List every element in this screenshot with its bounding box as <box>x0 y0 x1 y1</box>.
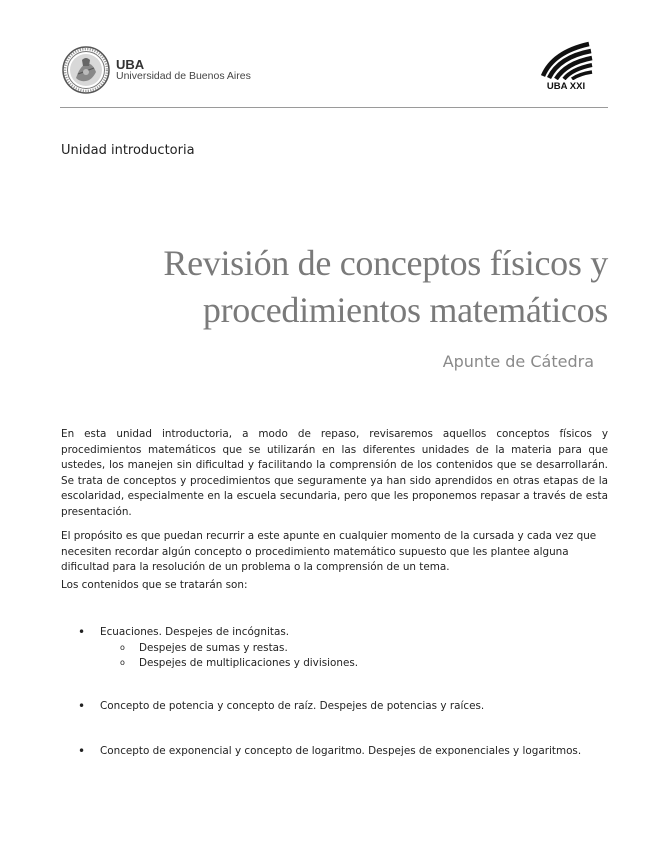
title-line-1: Revisión de conceptos físicos y <box>163 243 608 283</box>
university-name: Universidad de Buenos Aires <box>116 70 251 83</box>
purpose-paragraph <box>61 529 608 576</box>
paragraph-text: En esta unidad introductoria, a modo de repaso, revisaremos aquellos conceptos físicos y procedimientos matemáticos que se utilizarán en las diferentes unidades de la materia para que ustedes, los manejen sin dificultad y facilitando la comprensión de los contenidos que se desarrollarán. Se trata de conceptos y procedimientos que seguramente ya han sido aprendidos en otras etapas de la escolaridad, especialmente en la escuela secundaria, pero que les proponemos repasar a través de esta presentación. <box>61 428 608 518</box>
document-subtitle: Apunte de Cátedra <box>442 352 594 371</box>
list-item <box>61 744 608 760</box>
uba-header-logo <box>62 46 251 94</box>
sub-list-item: o Despejes de sumas y restas. <box>100 641 608 657</box>
title-line-2: procedimientos matemáticos <box>202 290 608 330</box>
paragraph-text: Los contenidos que se tratarán son: <box>61 579 248 591</box>
list-item-label: Concepto de potencia y concepto de raíz. Despejes de potencias y raíces. <box>100 700 485 712</box>
contents-intro <box>61 578 608 594</box>
unit-label: Unidad introductoria <box>61 143 195 158</box>
contents-list-2 <box>61 699 608 715</box>
document-title <box>48 240 608 334</box>
list-item <box>61 625 608 672</box>
list-item-label: Concepto de exponencial y concepto de logaritmo. Despejes de exponenciales y logaritmos. <box>100 745 582 757</box>
sub-list-item: o Despejes de multiplicaciones y divisiones. <box>100 656 608 672</box>
sub-list <box>100 641 608 672</box>
uba-brand-text: UBA <box>116 56 145 72</box>
program-name: UBA XXI <box>546 81 586 92</box>
header-divider <box>60 107 608 108</box>
paragraph-text: El propósito es que puedan recurrir a este apunte en cualquier momento de la cursada y cada vez que necesiten recordar algún concepto o procedimiento matemático supuesto que les plantee alguna dificultad para la resolución de un problema o la comprensión de un tema. <box>61 530 597 574</box>
uba-xxi-swoosh-icon <box>539 40 593 80</box>
list-item <box>61 699 608 715</box>
intro-paragraph <box>61 427 608 521</box>
uba-seal-icon <box>62 46 110 94</box>
list-item-label: Ecuaciones. Despejes de incógnitas. <box>100 626 290 638</box>
contents-list-3 <box>61 744 608 760</box>
contents-list-1 <box>61 625 608 672</box>
uba-xxi-logo <box>538 40 594 92</box>
